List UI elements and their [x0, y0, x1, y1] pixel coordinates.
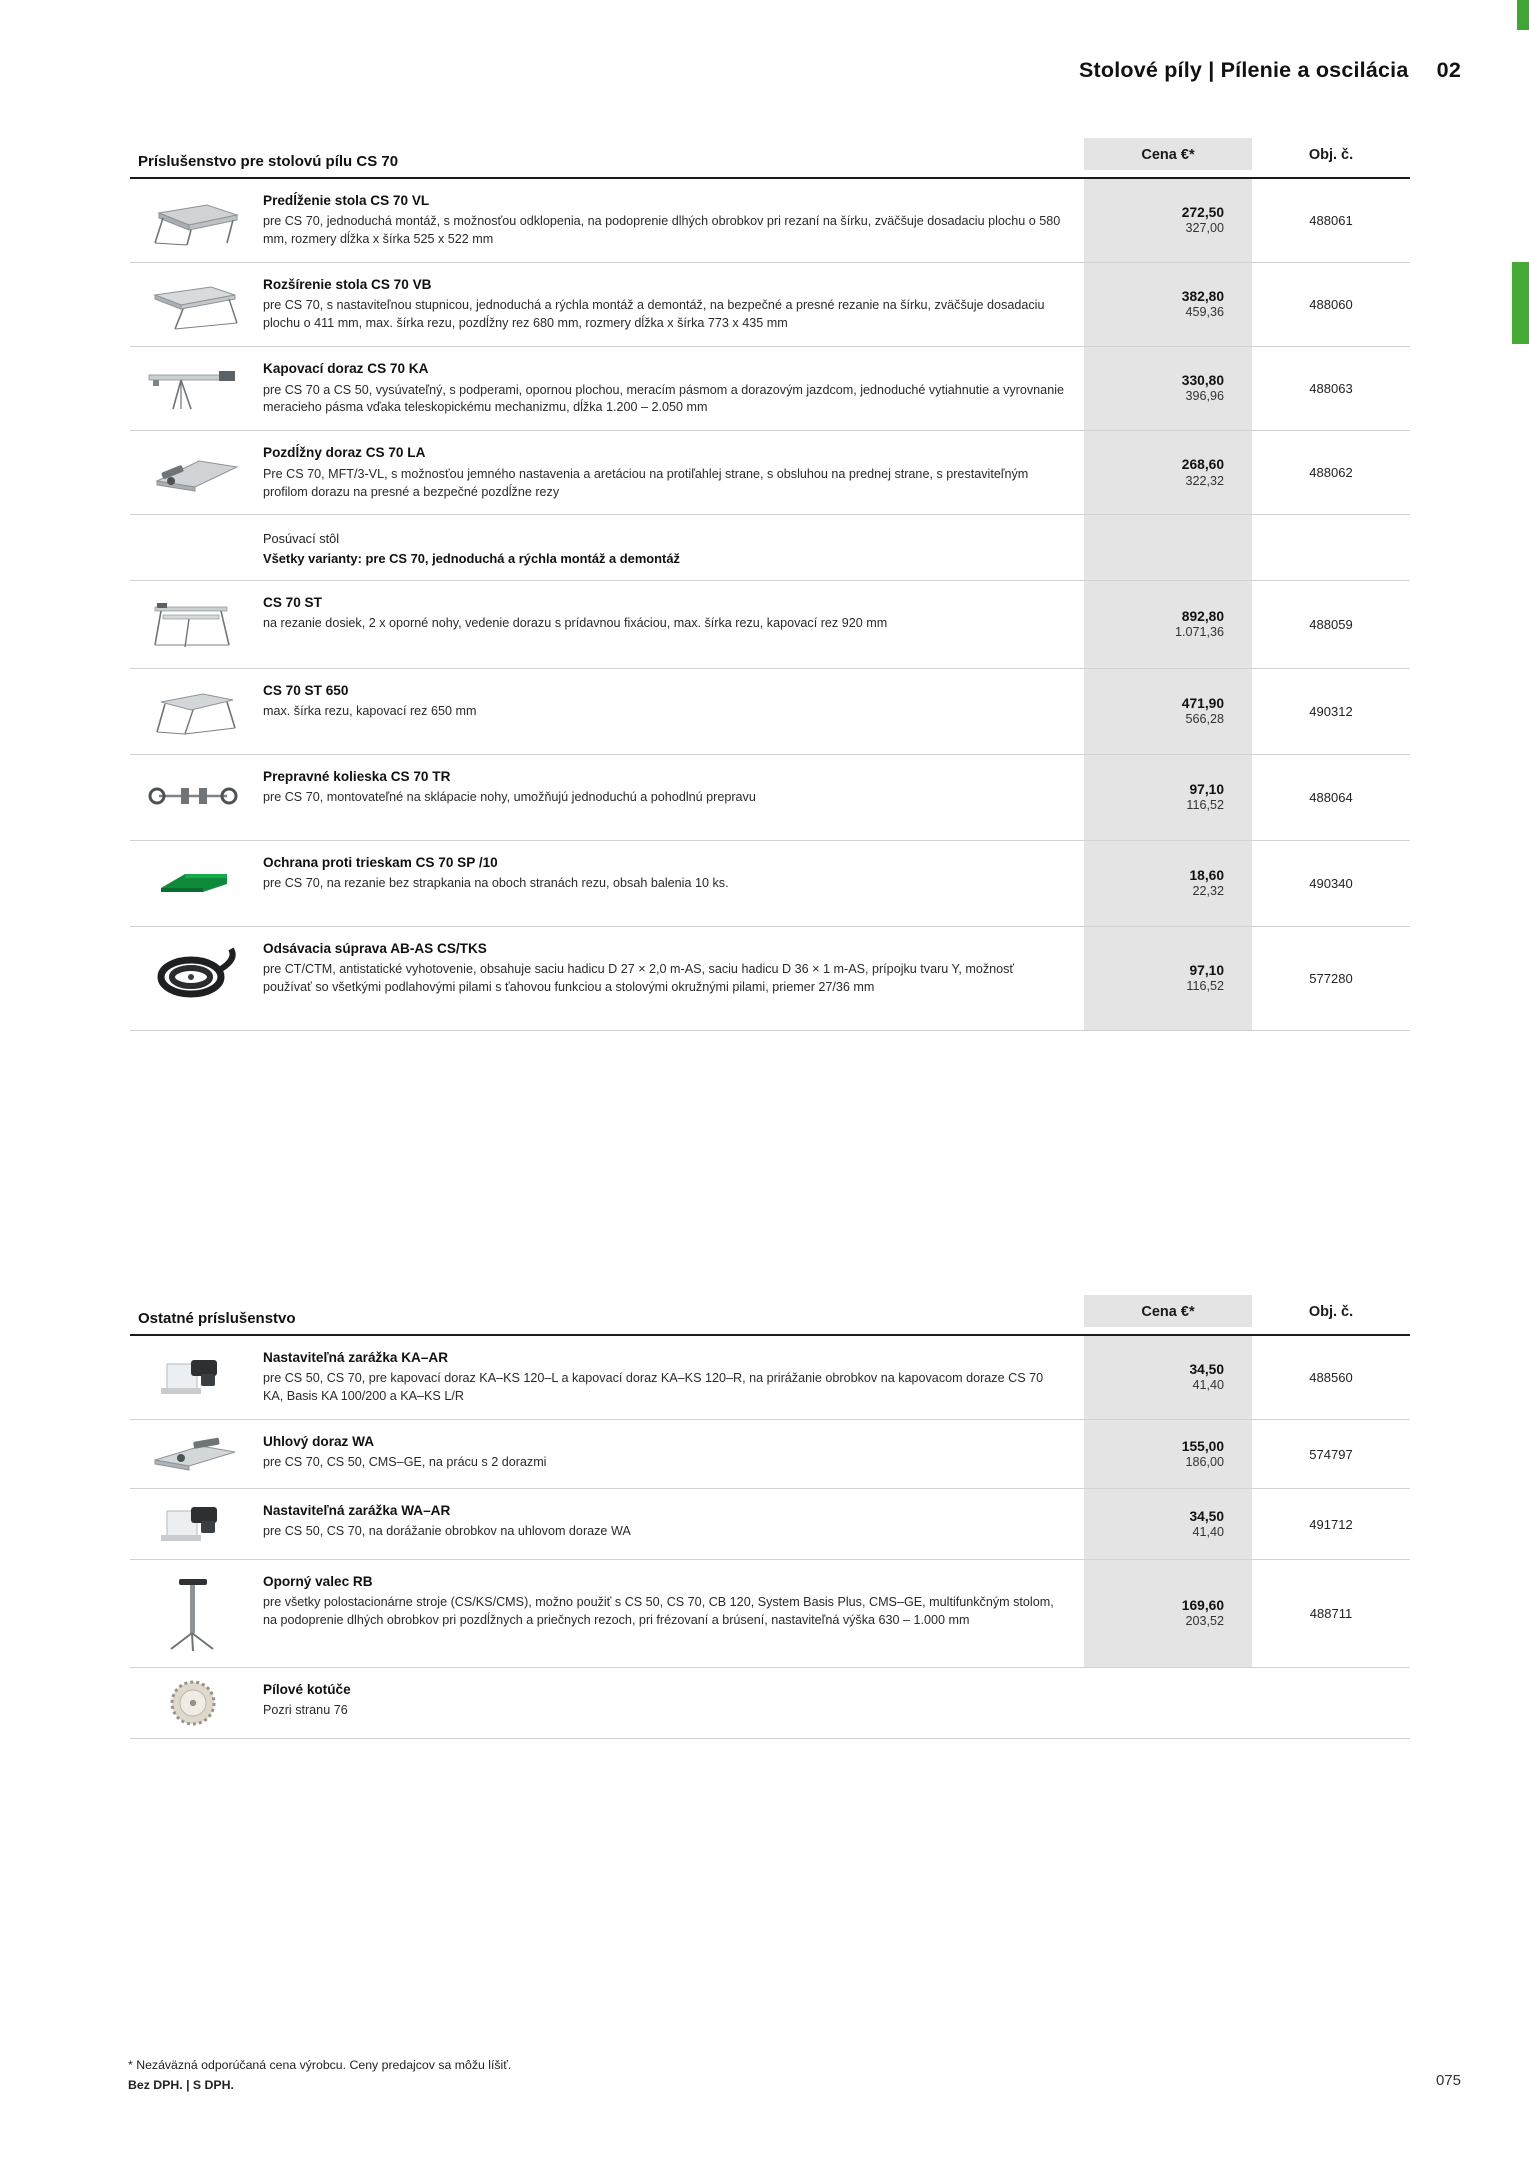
table-row: [130, 1420, 1410, 1489]
price-net: 34,50: [1189, 1362, 1224, 1378]
table-row: [130, 841, 1410, 927]
product-info: [255, 263, 1084, 346]
table-row: [130, 1668, 1410, 1739]
product-image: [130, 263, 255, 346]
price-gross: 459,36: [1185, 305, 1224, 320]
product-description: pre všetky polostacionárne stroje (CS/KS/CMS), možno použiť s CS 50, CS 70, CB 120, System Basis Plus, CMS–GE, multifunkčným stolom, na podoprenie dlhých obrobkov pri pozdĺžnych a priečnych rezoch, pri frézovaní a brúsení, nastaviteľná výška 630 – 1.000 mm: [263, 1595, 1054, 1628]
product-name: Nastaviteľná zarážka WA–AR: [263, 1503, 451, 1519]
subheader-line2: Všetky varianty: pre CS 70, jednoduchá a rýchla montáž a demontáž: [263, 550, 680, 566]
product-info: [255, 669, 1084, 754]
product-image: [130, 1668, 255, 1738]
product-image: [130, 179, 255, 262]
order-code: 577280: [1309, 970, 1353, 986]
adjustable-stop-wa-ar-icon: [141, 1499, 245, 1549]
product-image: [130, 1336, 255, 1419]
price-net: 169,60: [1181, 1598, 1224, 1614]
page-header-title: Stolové píly | Pílenie a oscilácia: [1079, 58, 1409, 82]
price-net: 330,80: [1181, 373, 1224, 389]
subheader-text: [255, 515, 1084, 580]
order-code: 488711: [1309, 1606, 1353, 1622]
price-cell: [1084, 755, 1252, 840]
product-image: [130, 347, 255, 430]
product-image: [130, 841, 255, 926]
product-description: pre CS 50, CS 70, na dorážanie obrobkov na uhlovom doraze WA: [263, 1524, 631, 1539]
price-cell: [1084, 1668, 1252, 1738]
table-row: [130, 1336, 1410, 1420]
chapter-number: 02: [1436, 58, 1461, 82]
table-header: [130, 138, 1410, 179]
price-cell: [1084, 1560, 1252, 1667]
product-name: Kapovací doraz CS 70 KA: [263, 361, 429, 377]
order-code: 488061: [1309, 213, 1353, 229]
product-info: [255, 1560, 1084, 1667]
price-gross: 186,00: [1185, 1454, 1224, 1469]
column-header-code: Obj. č.: [1308, 147, 1354, 163]
order-code: 491712: [1309, 1516, 1353, 1532]
table-extension-icon: [141, 195, 245, 247]
product-image: [130, 431, 255, 514]
sliding-table-icon: [141, 593, 245, 655]
product-info: [255, 927, 1084, 1030]
product-description: Pozri stranu 76: [263, 1703, 348, 1718]
chapter-side-tab: [1512, 262, 1529, 344]
corner-mark: [1517, 0, 1529, 30]
product-name: Nastaviteľná zarážka KA–AR: [263, 1350, 449, 1365]
product-description: pre CT/CTM, antistatické vyhotovenie, obsahuje saciu hadicu D 27 × 2,0 m-AS, saciu hadicu D 36 × 1 m-AS, prípojku tvaru Y, možnosť používať so všetkými podlahovými pilami s ťahovou funkciou a stolovými okružnými pilami, priemer 27/36 mm: [263, 962, 1015, 995]
product-info: [255, 1489, 1084, 1559]
price-gross: 566,28: [1185, 712, 1224, 727]
price-cell: [1084, 841, 1252, 926]
price-net: 268,60: [1181, 457, 1224, 473]
product-description: pre CS 70, s nastaviteľnou stupnicou, jednoduchá a rýchla montáž a demontáž, na bezpečné a presné rezanie na šírku, zväčšuje dosadaciu plochu o 411 mm, max. šírka rezu, pozdĺžny rez 680 mm, rozmery dĺžka x šírka 773 x 435 mm: [263, 298, 1045, 331]
product-image: [130, 1420, 255, 1488]
order-code: 488060: [1309, 297, 1353, 313]
order-code: 488059: [1309, 616, 1353, 632]
table-row: [130, 1489, 1410, 1560]
accessories-table-cs70: [130, 138, 1410, 1031]
price-gross: 322,32: [1185, 473, 1224, 488]
price-net: 18,60: [1189, 867, 1224, 883]
price-gross: 22,32: [1192, 884, 1224, 899]
price-net: 97,10: [1189, 962, 1224, 978]
order-code: 488063: [1309, 381, 1353, 397]
extraction-set-icon: [141, 943, 245, 1013]
product-image: [130, 1489, 255, 1559]
column-header-price: Cena €*: [1084, 138, 1252, 170]
angle-stop-wa-icon: [141, 1430, 245, 1478]
product-name: CS 70 ST 650: [263, 682, 349, 698]
splinterguard-icon: [141, 860, 245, 906]
footnote: [128, 2055, 511, 2096]
product-info: [255, 179, 1084, 262]
table-row: [130, 581, 1410, 669]
price-cell: [1084, 431, 1252, 514]
product-info: [255, 431, 1084, 514]
table-row: [130, 263, 1410, 347]
order-code: 488560: [1309, 1370, 1353, 1386]
price-net: 471,90: [1181, 695, 1224, 711]
price-net: 97,10: [1189, 781, 1224, 797]
page-header: [1079, 58, 1461, 83]
product-info: [255, 1420, 1084, 1488]
product-info: [255, 347, 1084, 430]
price-gross: 116,52: [1186, 979, 1224, 994]
product-description: pre CS 70, CS 50, CMS–GE, na prácu s 2 dorazmi: [263, 1455, 547, 1470]
saw-blade-icon: [141, 1678, 245, 1728]
table-row: [130, 347, 1410, 431]
table-row: [130, 927, 1410, 1031]
product-name: Rozšírenie stola CS 70 VB: [263, 277, 432, 293]
price-cell: [1084, 581, 1252, 668]
product-name: Oporný valec RB: [263, 1574, 373, 1590]
price-gross: 41,40: [1192, 1378, 1224, 1393]
table-subheader-row: [130, 515, 1410, 581]
table-title: Ostatné príslušenstvo: [138, 1310, 296, 1327]
order-code: 490340: [1309, 875, 1353, 891]
price-gross: 1.071,36: [1174, 625, 1224, 640]
price-net: 892,80: [1181, 608, 1224, 624]
footnote-vat: Bez DPH. | S DPH.: [128, 2078, 234, 2093]
price-cell: [1084, 1489, 1252, 1559]
price-cell: [1084, 1336, 1252, 1419]
price-cell: [1084, 927, 1252, 1030]
product-name: CS 70 ST: [263, 594, 322, 610]
table-header: [130, 1295, 1410, 1336]
product-description: Pre CS 70, MFT/3-VL, s možnosťou jemného nastavenia a aretáciou na protiľahlej strane, s obsluhou na prednej strane, s prestaviteľným profilom dorazu na presné a bezpečné pozdĺžne rezy: [263, 466, 1029, 499]
product-image: [130, 927, 255, 1030]
crosscut-stop-icon: [141, 363, 245, 415]
price-net: 272,50: [1181, 205, 1224, 221]
adjustable-stop-ka-ar-icon: [141, 1352, 245, 1404]
rip-fence-icon: [141, 447, 245, 499]
product-info: [255, 581, 1084, 668]
product-image: [130, 669, 255, 754]
order-code: 490312: [1309, 703, 1353, 719]
price-gross: 327,00: [1185, 221, 1224, 236]
product-description: pre CS 70, na rezanie bez strapkania na oboch stranách rezu, obsah balenia 10 ks.: [263, 876, 729, 891]
order-code: 488062: [1309, 465, 1353, 481]
product-description: pre CS 70, montovateľné na sklápacie nohy, umožňujú jednoduchú a pohodlnú prepravu: [263, 790, 756, 805]
product-name: Uhlový doraz WA: [263, 1434, 375, 1450]
subheader-line1: Posúvací stôl: [263, 531, 340, 547]
order-code: [1252, 1668, 1410, 1738]
sliding-table-650-icon: [141, 682, 245, 740]
price-net: 155,00: [1181, 1438, 1224, 1454]
product-description: pre CS 70, jednoduchá montáž, s možnosťou odklopenia, na podoprenie dlhých obrobkov pri rezaní na šírku, zväčšuje dosadaciu plochu o 580 mm, rozmery dĺžka x šírka 525 x 522 mm: [263, 214, 1061, 247]
product-info: [255, 1336, 1084, 1419]
product-name: Pílové kotúče: [263, 1682, 351, 1698]
product-info: [255, 755, 1084, 840]
price-cell: [1084, 347, 1252, 430]
product-image: [130, 1560, 255, 1667]
roller-support-icon: [141, 1571, 245, 1657]
product-name: Pozdĺžny doraz CS 70 LA: [263, 445, 426, 461]
table-title: Príslušenstvo pre stolovú pílu CS 70: [138, 153, 399, 170]
product-name: Predĺženie stola CS 70 VL: [263, 193, 430, 208]
product-image: [130, 755, 255, 840]
order-code: 574797: [1309, 1446, 1353, 1462]
column-header-price: Cena €*: [1084, 1295, 1252, 1327]
price-net: 34,50: [1189, 1508, 1224, 1524]
price-gross: 396,96: [1185, 389, 1224, 404]
product-info: [255, 841, 1084, 926]
footnote-price-note: * Nezáväzná odporúčaná cena výrobcu. Ceny predajcov sa môžu líšiť.: [128, 2058, 512, 2072]
product-description: na rezanie dosiek, 2 x oporné nohy, vedenie dorazu s prídavnou fixáciou, max. šírka rezu, kapovací rez 920 mm: [263, 616, 888, 631]
product-description: max. šírka rezu, kapovací rez 650 mm: [263, 704, 477, 719]
table-row: [130, 755, 1410, 841]
price-gross: 41,40: [1192, 1524, 1224, 1539]
product-name: Odsávacia súprava AB-AS CS/TKS: [263, 940, 487, 956]
product-name: Ochrana proti trieskam CS 70 SP /10: [263, 854, 498, 870]
price-cell: [1084, 669, 1252, 754]
table-widening-icon: [141, 279, 245, 331]
product-image: [130, 581, 255, 668]
product-info: [255, 1668, 1084, 1738]
price-cell: [1084, 1420, 1252, 1488]
product-description: pre CS 70 a CS 50, vysúvateľný, s podperami, opornou plochou, meracím pásmom a dorazovým jazdcom, jednoduché vytiahnutie a vyrovnanie meracieho pásma vďaka teleskopickému mechanizmu, dĺžka 1.200 – 2.050 mm: [263, 382, 1064, 415]
table-row: [130, 669, 1410, 755]
price-gross: 203,52: [1185, 1614, 1224, 1629]
table-row: [130, 1560, 1410, 1668]
page-number: 075: [1435, 2072, 1461, 2089]
order-code: 488064: [1309, 789, 1353, 805]
table-row: [130, 431, 1410, 515]
table-row: [130, 179, 1410, 263]
transport-wheels-icon: [141, 774, 245, 820]
column-header-code: Obj. č.: [1308, 1304, 1354, 1320]
product-description: pre CS 50, CS 70, pre kapovací doraz KA–KS 120–L a kapovací doraz KA–KS 120–R, na prirážanie obrobkov na kapovacom doraze CS 70 KA, Basis KA 100/200 a KA–KS L/R: [263, 1371, 1044, 1404]
price-gross: 116,52: [1186, 798, 1224, 813]
other-accessories-table: [130, 1295, 1410, 1739]
product-name: Prepravné kolieska CS 70 TR: [263, 768, 451, 784]
price-cell: [1084, 263, 1252, 346]
price-net: 382,80: [1181, 289, 1224, 305]
price-cell: [1084, 179, 1252, 262]
